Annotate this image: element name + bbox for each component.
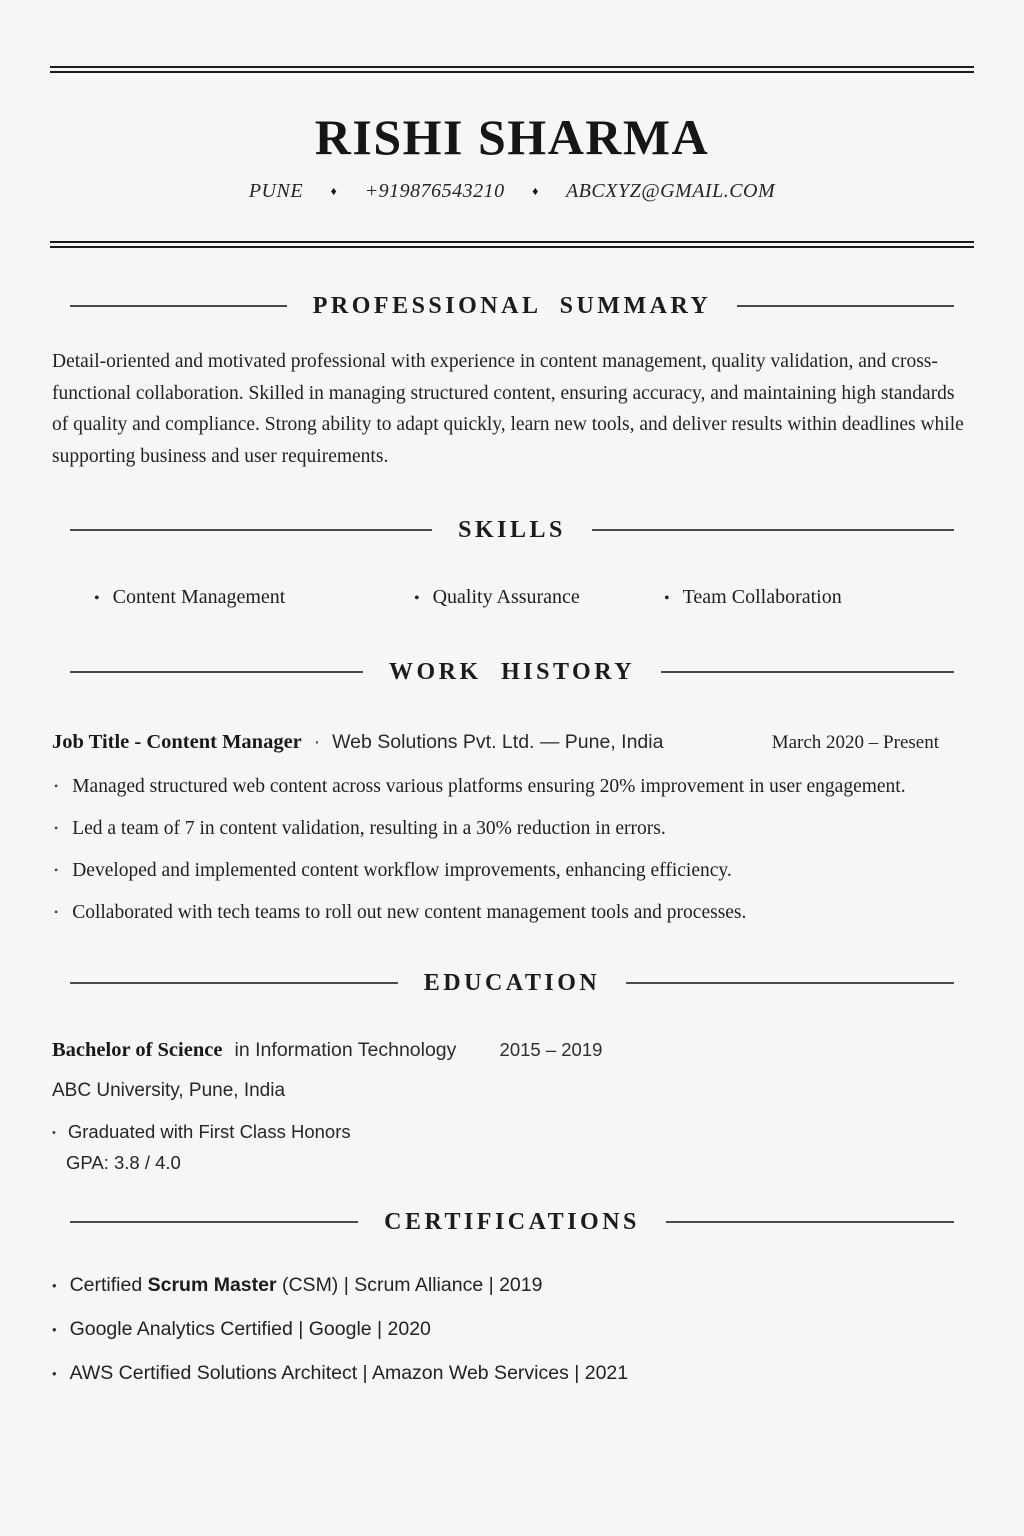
- bullet-icon: •: [54, 863, 59, 877]
- work-bullet-item: [50, 774, 974, 801]
- heading-rule-left: [70, 305, 287, 307]
- skill-item: [94, 584, 414, 612]
- honors-text: Graduated with First Class Honors: [67, 1121, 351, 1142]
- candidate-name: RISHI SHARMA: [314, 109, 710, 165]
- work-bullet-item: [50, 858, 974, 885]
- work-bullet-item: [50, 900, 974, 927]
- degree-line: [50, 1037, 974, 1063]
- bullet-icon: •: [94, 590, 100, 607]
- heading-rule-left: [70, 982, 398, 984]
- education-dates: 2015 – 2019: [499, 1039, 603, 1060]
- section-title: CERTIFICATIONS: [384, 1209, 640, 1235]
- section-title: WORK HISTORY: [388, 659, 636, 685]
- heading-rule-right: [626, 982, 954, 984]
- section-title: EDUCATION: [423, 970, 601, 996]
- dot-separator-icon: ·: [313, 732, 321, 753]
- bullet-icon: •: [52, 1278, 57, 1293]
- skill-item: [414, 584, 664, 612]
- bullet-icon: •: [52, 1322, 57, 1337]
- degree-title: Bachelor of Science: [52, 1039, 223, 1061]
- skills-list: [50, 584, 974, 612]
- certification-item: [50, 1272, 974, 1300]
- bullet-icon: •: [54, 905, 59, 919]
- certification-text-pre: Certified: [69, 1274, 148, 1296]
- contact-location: PUNE: [248, 180, 304, 202]
- degree-field: in Information Technology: [234, 1039, 457, 1061]
- bullet-icon: •: [52, 1127, 56, 1139]
- section-heading-work-history: [50, 658, 974, 686]
- skill-label: Content Management: [112, 586, 286, 608]
- heading-rule-right: [666, 1221, 954, 1223]
- top-double-rule: [50, 66, 974, 73]
- section-heading-skills: [50, 516, 974, 544]
- certification-text-post: Google Analytics Certified | Google | 2020: [69, 1318, 431, 1340]
- certification-text-post: AWS Certified Solutions Architect | Amazon Web Services | 2021: [69, 1362, 629, 1384]
- skill-label: Quality Assurance: [432, 586, 580, 608]
- work-bullet-item: [50, 816, 974, 843]
- work-bullet-list: [50, 774, 974, 927]
- gpa-text: GPA: 3.8 / 4.0: [66, 1152, 181, 1173]
- diamond-separator-icon: ♦: [330, 184, 338, 198]
- work-bullet-text: Developed and implemented content workflow improvements, enhancing efficiency.: [72, 860, 732, 881]
- school-name: ABC University, Pune, India: [52, 1080, 286, 1101]
- certification-text-emphasis: Scrum Master: [147, 1274, 277, 1296]
- certification-item: [50, 1316, 974, 1344]
- heading-rule-left: [70, 1221, 358, 1223]
- certification-text: [70, 1360, 629, 1386]
- diamond-separator-icon: ♦: [532, 184, 539, 198]
- work-bullet-text: Led a team of 7 in content validation, resulting in a 30% reduction in errors.: [72, 818, 666, 839]
- work-bullet-text: Managed structured web content across various platforms ensuring 20% improvement in user engagement.: [72, 776, 906, 797]
- section-heading-education: [50, 969, 974, 997]
- section-title: PROFESSIONAL SUMMARY: [312, 293, 712, 319]
- skill-label: Team Collaboration: [682, 586, 842, 608]
- job-title-line: [52, 728, 663, 758]
- contact-line: [50, 179, 974, 205]
- certification-item: [50, 1360, 974, 1388]
- work-bullet-text: Collaborated with tech teams to roll out new content management tools and processes.: [72, 902, 747, 923]
- header-double-rule: [50, 241, 974, 248]
- skill-item: [664, 584, 974, 612]
- certification-text-post: (CSM) | Scrum Alliance | 2019: [276, 1274, 543, 1296]
- heading-rule-right: [661, 671, 954, 673]
- heading-rule-left: [70, 671, 363, 673]
- bullet-icon: •: [52, 1366, 57, 1381]
- job-company-location: Web Solutions Pvt. Ltd. — Pune, India: [332, 731, 664, 753]
- bullet-icon: •: [54, 821, 59, 835]
- job-header: [50, 728, 974, 758]
- section-title: SKILLS: [458, 517, 566, 543]
- heading-rule-right: [737, 305, 954, 307]
- bullet-icon: •: [414, 590, 420, 607]
- certification-list: [50, 1272, 974, 1388]
- honors-item: [50, 1118, 974, 1149]
- bullet-icon: •: [54, 779, 59, 793]
- section-heading-certifications: [50, 1208, 974, 1236]
- heading-rule-right: [592, 529, 954, 531]
- summary-paragraph: Detail-oriented and motivated professional with experience in content management, quality validation, and cross-functional collaboration. Skilled in managing structured content, ensuring accuracy, and maintaining high standards of quality and compliance. Strong ability to adapt quickly, learn new tools, and deliver results within deadlines while supporting business and user requirements.: [52, 351, 964, 467]
- certification-text: [70, 1272, 543, 1298]
- contact-phone: +919876543210: [364, 180, 505, 202]
- heading-rule-left: [70, 529, 432, 531]
- section-heading-professional-summary: [50, 292, 974, 320]
- job-role: Job Title - Content Manager: [52, 731, 302, 753]
- certification-text: [70, 1316, 431, 1342]
- job-dates: March 2020 – Present: [771, 732, 939, 753]
- bullet-icon: •: [664, 590, 670, 607]
- contact-email: ABCXYZ@GMAIL.COM: [565, 180, 776, 202]
